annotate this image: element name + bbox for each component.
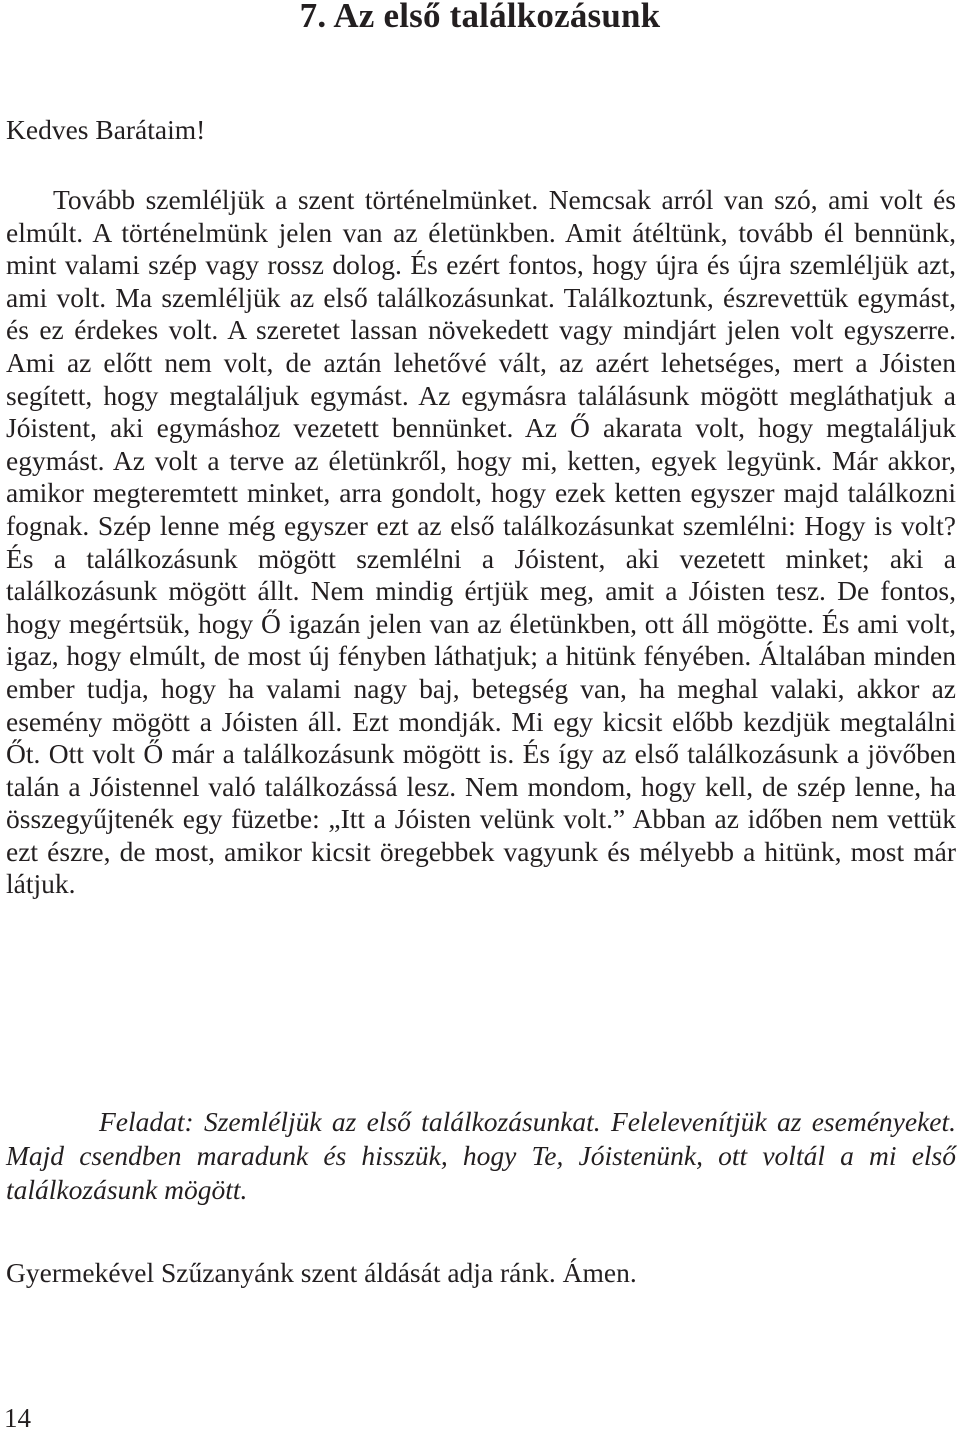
- body-paragraph: Tovább szemléljük a szent történelmünket. Nemcsak arról van szó, ami volt és elmúlt. A történelmünk jelen van az életünkben. Amit átéltünk, tovább él bennünk, mint valami szép vagy rossz dolog. És ezért fontos, hogy újra és újra szemléljük azt, ami volt. Ma szemléljük az első találkozásunkat. Találkoztunk, észrevettük egymást, és ez érdekes volt. A szeretet lassan növekedett vagy mindjárt jelen volt egyszerre. Ami az előtt nem volt, de aztán lehetővé vált, az azért lehetséges, mert a Jóisten segített, hogy megtaláljuk egymást. Az egymásra találásunk mögött megláthatjuk a Jóistent, aki egymáshoz vezetett bennünket. Az Ő akarata volt, hogy megtaláljuk egymást. Az volt a terve az életünkről, hogy mi, ketten, egyek legyünk. Már akkor, amikor megteremtett minket, arra gondolt, hogy ezek ketten egyszer majd találkozni fognak. Szép lenne még egyszer ezt az első találkozásunkat szemlélni: Hogy is volt? És a találkozásunk mögött szemlélni a Jóistent, aki vezetett minket; aki a találkozásunk mögött állt. Nem mindig értjük meg, amit a Jóisten tesz. De fontos, hogy megértsük, hogy Ő igazán jelen van az életünkben, ott áll mögötte. És ami volt, igaz, hogy elmúlt, de most új fényben láthatjuk; a hitünk fényében. Általában minden ember tudja, hogy ha valami nagy baj, betegség van, ha meghal valaki, akkor az esemény mögött a Jóisten áll. Ezt mondják. Mi egy kicsit előbb kezdjük megtalálni Őt. Ott volt Ő már a találkozásunk mögött is. És így az első találkozásunk a jövőben talán a Jóistennel való találkozássá lesz. Nem mondom, hogy kell, de szép lenne, ha összegyűjtenék egy füzetbe: „Itt a Jóisten velünk volt.” Abban az időben nem vettük ezt észre, de most, amikor kicsit öregebbek vagyunk és mélyebb a hitünk, most már látjuk.: [6, 184, 956, 900]
- salutation: Kedves Barátaim!: [6, 114, 206, 145]
- task-paragraph: Feladat: Szemléljük az első találkozásunkat. Felelevenítjük az eseményeket. Majd csendben maradunk és hisszük, hogy Te, Jóistenünk, ott voltál a mi első találkozásunk mögött.: [6, 1106, 956, 1205]
- closing-blessing: Gyermekével Szűzanyánk szent áldását adja ránk. Ámen.: [6, 1257, 637, 1288]
- chapter-title: 7. Az első találkozásunk: [299, 0, 661, 35]
- page-number: 14: [4, 1403, 31, 1433]
